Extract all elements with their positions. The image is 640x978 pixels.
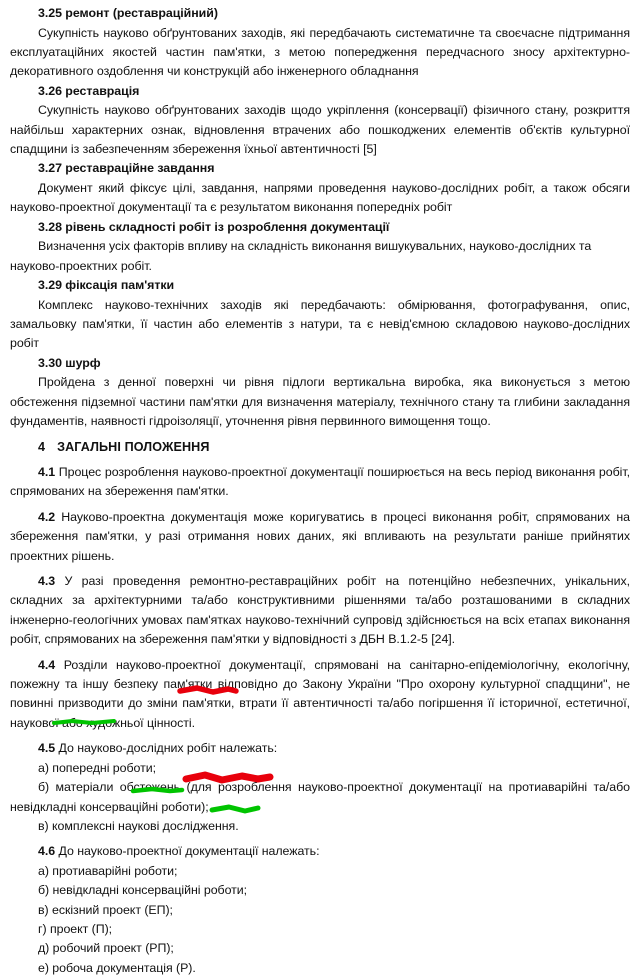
list-item-4-5-b: б) матеріали обстежень (для розроблення науково-проектної документації на протиаварійні та/або невідкладні консерваційні роботи); (10, 780, 630, 814)
clause-4-3 (10, 572, 630, 650)
clause-text: Процес розроблення науково-проектної документації поширюється на весь період виконання робіт, спрямованих на збереження пам'ятки. (10, 465, 630, 499)
section-number: 4 (38, 439, 46, 454)
clause-4-1 (10, 463, 630, 502)
clause-text: Науково-проектна документація може коригуватись в процесі виконання робіт, спрямованих на збереження пам'ятки, у разі отримання нових даних, які впливають на результати раніше прийнятих проектних рішень. (10, 509, 630, 563)
term-body-3-25: Сукупність науково обґрунтованих заходів, які передбачають систематичне та своєчасне підтримання експлуатаційних якостей частин пам'ятки, з метою попередження передчасного зносу архітектурно-декоративного оздоблення чи конструкцій або інженерного обладнання (10, 25, 630, 79)
list-item-4-6-g: г) проект (П); (38, 921, 113, 936)
clause-4-5 (10, 739, 630, 758)
term-heading-3-30: 3.30 шурф (38, 355, 101, 370)
section-title: ЗАГАЛЬНІ ПОЛОЖЕННЯ (57, 439, 210, 454)
clause-text: До науково-дослідних робіт належать: (58, 741, 278, 756)
clause-text: До науково-проектної документації належать: (58, 844, 320, 859)
term-body-3-29: Комплекс науково-технічних заходів які передбачають: обмірювання, фотографування, опис, замальовку пам'ятки, її частин або елементів з натури, та є невід'ємною складовою науково-дослідних робіт (10, 297, 630, 351)
document-body (10, 4, 630, 978)
clause-number: 4.5 (38, 741, 56, 756)
term-body-3-27: Документ який фіксує цілі, завдання, напрями проведення науково-дослідних робіт, а також обсяги науково-проектної документації та є результатом виконання попередніх робіт (10, 180, 630, 215)
term-heading-3-25: 3.25 ремонт (реставраційний) (38, 6, 218, 20)
term-heading-3-26: 3.26 реставрація (38, 83, 140, 98)
term-heading-3-28: 3.28 рівень складності робіт із розроблення документації (38, 219, 390, 234)
list-item-4-6-v: в) ескізний проект (ЕП); (38, 902, 173, 917)
section-heading-4 (10, 438, 630, 458)
list-item-4-6-d: д) робочий проект (РП); (38, 941, 174, 956)
clause-text: Розділи науково-проектної документації, спрямовані на санітарно-епідеміологічну, екологічну, пожежну та іншу безпеку пам'ятки відповідно до Закону України "Про охорону культурної спадщини", не повинні призводити до зміни пам'ятки, втрати її автентичності та/або погіршення її історичної, естетичної, наукової або художньої цінності. (10, 657, 630, 730)
term-heading-3-27: 3.27 реставраційне завдання (38, 161, 215, 176)
term-body-3-26: Сукупність науково обґрунтованих заходів щодо укріплення (консервації) фізичного стану, розкриття найбільш характерних ознак, відновлення втрачених або пошкоджених елементів об'єктів культурної спадщини із забезпеченням збереження їхньої автентичності [5] (10, 103, 630, 157)
clause-text: У разі проведення ремонтно-реставраційних робіт на потенційно небезпечних, унікальних, складних за архітектурними та/або конструктивними рішеннями та/або розташованими в складних інженерно-геологічних умовах пам'ятках науково-технічний супровід здійснюється на всіх етапах виконання робіт, спрямованих на збереження пам'ятки у відповідності з ДБН В.1.2-5 [24]. (10, 574, 630, 647)
clause-number: 4.4 (38, 657, 56, 672)
clause-number: 4.1 (38, 465, 56, 479)
term-heading-3-29: 3.29 фіксація пам'ятки (38, 278, 175, 293)
term-body-3-28: Визначення усіх факторів впливу на складність виконання вишукувальних, науково-дослідних та науково-проектних робіт. (10, 239, 592, 273)
clause-4-6 (10, 842, 630, 861)
clause-number: 4.6 (38, 844, 56, 859)
list-item-4-6-b: б) невідкладні консерваційні роботи; (38, 883, 248, 898)
list-item-4-5-a: а) попередні роботи; (38, 760, 156, 775)
clause-number: 4.2 (38, 509, 56, 524)
clause-number: 4.3 (38, 574, 56, 589)
list-item-4-6-a: а) протиаварійні роботи; (38, 863, 178, 878)
clause-4-2 (10, 508, 630, 566)
list-item-4-6-e: е) робоча документація (Р). (38, 960, 196, 975)
list-item-4-5-v: в) комплексні наукові дослідження. (38, 818, 239, 833)
clause-4-4 (10, 656, 630, 734)
term-body-3-30: Пройдена з денної поверхні чи рівня підлоги вертикальна виробка, яка виконується з метою обстеження підземної частини пам'ятки для визначення матеріалу, технічного стану та глибини закладання фундаментів, наявності гідроізоляції, уточнення рівня первинного вимощення тощо. (10, 375, 630, 429)
